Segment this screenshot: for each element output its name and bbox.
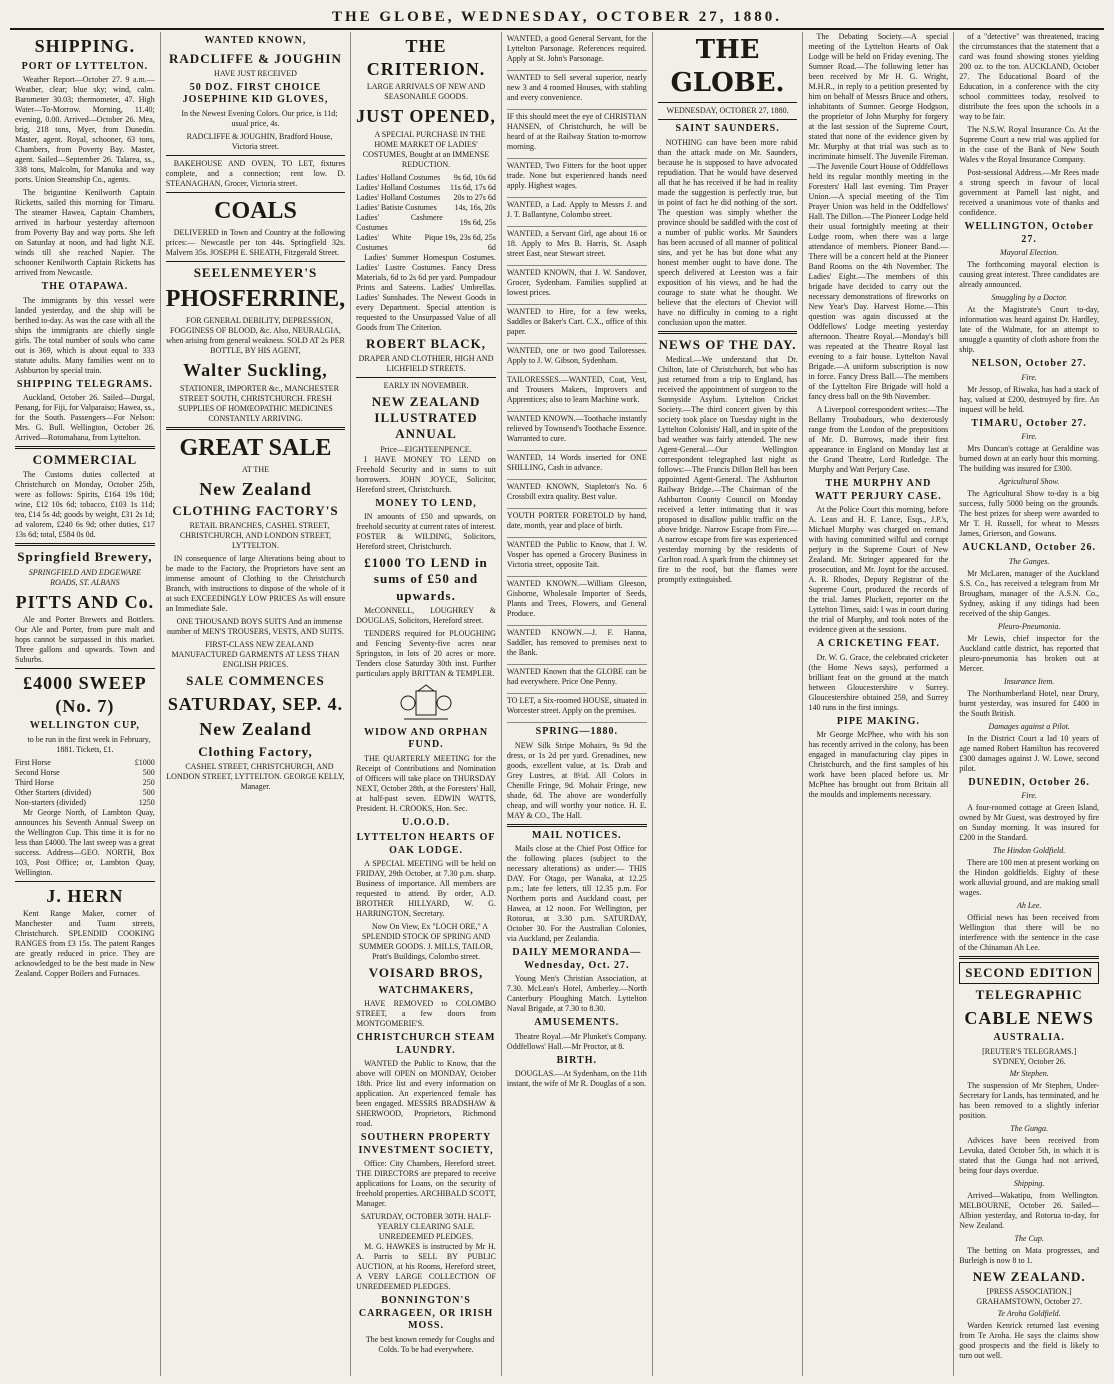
suckling-heading: Walter Suckling, xyxy=(183,360,328,380)
money-text: IN amounts of £50 and upwards, on freehold security at current rates of interest. FOSTER & WILDING, Solicitors, Hereford street, Christchurch. xyxy=(356,512,496,551)
sweep-heading: £4000 SWEEP (No. 7) xyxy=(23,673,147,716)
table-row: Other Starters (divided) 500 xyxy=(15,787,155,797)
shipping2-heading: Shipping. xyxy=(1013,1178,1045,1188)
lee-text: Official news has been received from Wellington that there will be no interference with the sentence in the case of the Chinaman Ah Lee. xyxy=(959,913,1100,952)
branches-text: RETAIL BRANCHES, CASHEL STREET, CHRISTCHURCH, AND LONDON STREET, LYTTELTON. xyxy=(179,521,332,551)
uood-heading: U.O.O.D. xyxy=(402,816,451,828)
factory-text: CASHEL STREET, CHRISTCHURCH, AND LONDON STREET, LYTTELTON. GEORGE KELLY, Manager. xyxy=(166,761,345,791)
classified-ad: WANTED KNOWN.—Toothache instantly relieved by Townsend's Toothache Essence. Warranted to cure. xyxy=(507,412,647,451)
reuter-text: [REUTER'S TELEGRAMS.] xyxy=(982,1046,1077,1056)
sale-date-heading: SATURDAY, SEP. 4. xyxy=(167,693,344,714)
view-text: Now On View, Ex "LOCH ORE," A SPLENDID STOCK OF SPRING AND SUMMER GOODS. J. MILLS, TAILOR, Pratt's Buildings, Colombo street. xyxy=(359,922,493,962)
hawkes-text: M. G. HAWKES is instructed by Mr H. A. Parris to SELL BY PUBLIC AUCTION, at his Rooms, Hereford street, A VERY LARGE COLLECTION OF UNREDEEMED PLEDGES. xyxy=(356,1242,496,1291)
shipping-heading: SHIPPING. xyxy=(34,36,136,56)
column-4 xyxy=(502,32,653,1376)
port-heading: PORT OF LYTTELTON. xyxy=(21,60,149,72)
pipe-heading: PIPE MAKING. xyxy=(836,715,920,727)
hindon-heading: The Hindon Goldfield. xyxy=(993,846,1066,855)
memo-text: Young Men's Christian Association, at 7.30. McLean's Hotel, Amberley.—North Canterbury Ploughing Match. Lyttelton Naval Brigade, at 7.30 to 8.30. xyxy=(506,974,647,1013)
bonnington-heading: BONNINGTON'S CARRAGEEN, OR IRISH MOSS. xyxy=(358,1295,494,1331)
suckling-text: STATIONER, IMPORTER &c., MANCHESTER STREET SOUTH, CHRISTCHURCH. FRESH SUPPLIES OF HOMŒOPATHIC MEDICINES CONSTANTLY ARRIVING. xyxy=(178,383,339,423)
stephen-heading: Mr Stephen. xyxy=(1009,1068,1049,1078)
classified-ad: WANTED, a Servant Girl, age about 16 or 18. Apply to Mrs B. Harris, St. Asaph street East, near Stewart street. xyxy=(507,227,647,266)
classified-ad: YOUTH PORTER FORETOLD by hand, date, month, year and place of birth. xyxy=(507,509,647,538)
mayoral-heading: Mayoral Election. xyxy=(1000,248,1059,257)
amusements-heading: AMUSEMENTS. xyxy=(534,1017,620,1028)
timaru-heading: TIMARU, October 27. xyxy=(971,417,1087,429)
divider xyxy=(15,543,155,546)
sweep-text: to be run in the first week in February, 1881. Tickets, £1. xyxy=(27,734,151,754)
murphy-text: At the Police Court this morning, before A. Lean and H. F. Lance, Esqs., J.P.'s, Michael Murphy was charged on remand with having committed wilful and corrupt perjury in the Supreme Court of New Zealand. Mr. Stringer appeared for the prosecution, and Mr. Joynt for the accused. A. R. Rhodes, Deputy Registrar of the Supreme Court, produced the records of the trial. James Pluckett, reporter on the Lyttelton Times, said: I was in court during the trial of Murphy, and took notes of the evidence given at the sessions. xyxy=(808,505,949,634)
commercial-heading: COMMERCIAL xyxy=(32,452,138,467)
steam-heading: CHRISTCHURCH STEAM LAUNDRY. xyxy=(356,1032,496,1056)
lodge-text: A SPECIAL MEETING will be held on FRIDAY, 29th October, at 7.30 p.m. sharp. Business of importance. All members are requested to attend. By order, A.D. BROTHER HILLYARD, W. G. HARRINGTON, Secretary. xyxy=(356,859,496,919)
radcliffe-heading: RADCLIFFE & JOUGHIN xyxy=(169,50,342,66)
insurance-heading: Insurance Item. xyxy=(1004,676,1055,686)
agri-heading: Agricultural Show. xyxy=(999,477,1060,486)
second-edition-heading: SECOND EDITION xyxy=(959,962,1099,984)
ganges-text: Mr McLaren, manager of the Auckland S.S. Co., has received a telegram from Mr Brougham, manager of the A.S.N. Co., Sydney, asking if any tidings had been received of the ship Ganges. xyxy=(959,568,1100,618)
new-zealand-heading: New Zealand xyxy=(199,478,312,499)
insurance-text: The Northumberland Hotel, near Drury, burnt yesterday, was insured for £400 in the South British. xyxy=(959,688,1100,718)
amusements-text: Theatre Royal.—Mr Plunket's Company. Oddfellows' Hall.—Mr Proctor, at 8. xyxy=(506,1031,647,1051)
murphy-heading: THE MURPHY AND WATT PERJURY CASE. xyxy=(815,478,942,502)
divider xyxy=(166,427,345,430)
hindon-text: There are 100 men at present working on the Hindon goldfields. Eighty of these work alluvial ground, and are making small wages. xyxy=(959,858,1100,897)
bakehouse-ad: BAKEHOUSE AND OVEN, TO LET, fixtures complete, and a connection; rent low. D. STEANAGHAN, Grocer, Victoria street. xyxy=(165,158,346,188)
shipping-telegrams-text: Auckland, October 26. Sailed—Durgal, Penang, for Fiji, for Valparaiso; Hawea, ss., for the South. Passengers—For Nelson: Mrs. G. Bull. Wellington, October 26. Arrived—Rotomahana, from Lyttelton. xyxy=(15,393,155,442)
special-purchase: A SPECIAL PURCHASE IN THE HOME MARKET OF LADIES' COSTUMES, Bought at an IMMENSE REDUCTION. xyxy=(362,129,490,169)
sale-text: IN consequence of large Alterations being about to be made to the Factory, the Proprietors have sent an immense amount of Clothing to the Christchurch Branch, with instructions to dispose of the whole of it at such EXCEEDINGLY LOW PRICES As will ensure an Immediate Sale. xyxy=(165,554,346,614)
table-row: Ladies' Batiste Costumes 14s, 16s, 20s xyxy=(356,202,496,212)
garments-text: FIRST-CLASS NEW ZEALAND MANUFACTURED GARMENTS AT LESS THAN ENGLISH PRICES. xyxy=(171,640,340,670)
fire2-text: Mrs Duncan's cottage at Geraldine was burned down at an early hour this morning. The building was insured for £300. xyxy=(959,444,1100,473)
classified-ad: WANTED KNOWN.—William Gleeson, Gisborne, Wholesale Importer of Seeds, Plants and Trees, Flowers, and General Produce. xyxy=(507,577,647,626)
divider xyxy=(166,261,345,262)
sale-sub: AT THE xyxy=(241,464,269,474)
cup-text: The betting on Mata progresses, and Burleigh is now 8 to 1. xyxy=(959,1245,1100,1265)
column-1 xyxy=(10,32,161,1376)
lend-text: McCONNELL, LOUGHREY & DOUGLAS, Solicitors, Hereford street. xyxy=(356,605,496,625)
table-row: Second Horse 500 xyxy=(15,767,155,777)
dunedin-heading: DUNEDIN, October 26. xyxy=(968,776,1090,788)
saunders-article: NOTHING can have been more rabid than the attack made on Mr. Saunders, because he is supposed to have advocated repudiation. That he would have deserved all that he has received if he had in reality made the suggestion is perfectly true, but in point of fact he did nothing of the sort. The question was simply whether the province should be saddled with the cost of a number of public works. Mr Saunders has been accused of all manner of political sins, and yet he has but done what any honest member ought to have done. The speech delivered at Leeston was a fair exposition of his views, and he had the courage to state what he thought. We believe that the electors of Cheviot will have no difficulty in coming to a right conclusion upon the matter. xyxy=(657,137,798,327)
nsw-text: The N.S.W. Royal Insurance Co. At the Supreme Court a new trial was applied for in the case of the Bank of New South Wales v the Royal Insurance Company. xyxy=(959,125,1100,164)
criterion-heading: THE CRITERION. xyxy=(366,36,486,79)
birth-heading: BIRTH. xyxy=(556,1054,597,1066)
telegraphic-heading: TELEGRAPHIC xyxy=(975,987,1083,1003)
press-text: [PRESS ASSOCIATION.] GRAHAMSTOWN, October 27. xyxy=(976,1286,1082,1306)
fire3-text: A four-roomed cottage at Green Island, owned by Mr Guest, was destroyed by fire on Sunday morning. It was insured for £200 in the Standard. xyxy=(959,803,1100,842)
gunga-text: Advices have been received from Levuka, dated October 5th, in which it is stated that the Gunga had not arrived, being four days overdue. xyxy=(959,1135,1100,1175)
early-text: EARLY IN NOVEMBER. xyxy=(383,380,469,390)
coat-of-arms-icon xyxy=(396,683,456,723)
arohi-heading: Te Aroha Goldfield. xyxy=(997,1308,1061,1318)
black-text: DRAPER AND CLOTHIER, HIGH AND LICHFIELD STREETS. xyxy=(358,353,494,373)
great-sale-heading: GREAT SALE xyxy=(179,434,332,461)
saunders-heading: SAINT SAUNDERS. xyxy=(675,123,780,134)
saturday-text: SATURDAY, OCTOBER 30TH. HALF-YEARLY CLEARING SALE. UNREDEEMED PLEDGES. xyxy=(360,1212,492,1241)
divider xyxy=(15,668,155,669)
sydney-heading: SYDNEY, October 26. xyxy=(992,1056,1066,1066)
divider xyxy=(507,824,647,827)
black-heading: ROBERT BLACK, xyxy=(366,335,486,351)
birth-text: DOUGLAS.—At Sydenham, on the 11th instant, the wife of Mr R. Douglas of a son. xyxy=(506,1069,647,1088)
brewery-heading: Springfield Brewery, xyxy=(17,549,153,565)
shipping2-text: Arrived—Wakatipu, from Wellington. MELBOURNE, October 26. Sailed—Albion yesterday, and Rotorua to-day, for New Zealand. xyxy=(959,1190,1100,1230)
classified-ad: WANTED KNOWN, Stapleton's No. 6 Crossbill extra quality. Best value. xyxy=(507,480,647,509)
watchmakers-heading: WATCHMAKERS, xyxy=(378,984,474,996)
sale-commences-heading: SALE COMMENCES xyxy=(186,673,325,689)
damage-heading: Damages against a Pilot. xyxy=(988,721,1070,731)
classified-ad: WANTED to Hire, for a few weeks, Saddles or Baker's Cart. C.X., office of this paper. xyxy=(507,305,647,344)
smuggling-heading: Smuggling by a Doctor. xyxy=(991,293,1067,302)
arohi-text: Warden Kenrick returned last evening from Te Aroha. He says the claims show good prospects and the field is likely to turn out well. xyxy=(959,1320,1100,1360)
stephen-text: The suspension of Mr Stephen, Under-Secretary for Lands, has terminated, and he has been removed to a slightly inferior position. xyxy=(959,1080,1100,1120)
cable-news-heading: CABLE NEWS xyxy=(964,1007,1094,1028)
memo-heading: DAILY MEMORANDA—Wednesday, Oct. 27. xyxy=(512,947,642,971)
bonnington-text: The best known remedy for Coughs and Colds. To be had everywhere. xyxy=(365,1334,495,1354)
table-row: First Horse £1000 xyxy=(15,757,155,767)
cricket-text: Dr. W. G. Grace, the celebrated cricketer (the Home News says), performed a brilliant feat on the ground at the match between Gloucestershire v Surrey. Gloucestershire obtained 259, and Surrey 140 runs in the first innings. xyxy=(808,652,949,712)
phosferrine-heading: PHOSFERRINE, xyxy=(165,286,346,312)
ganges-heading: The Ganges. xyxy=(1008,556,1050,566)
divider xyxy=(959,956,1099,959)
divider xyxy=(15,881,155,882)
clothing-factory-heading-2: Clothing Factory, xyxy=(198,743,313,759)
money-heading: MONEY TO LEND, xyxy=(375,497,477,509)
suits-text: ONE THOUSAND BOYS SUITS And an immense number of MEN'S TROUSERS, VESTS, AND SUITS. xyxy=(166,617,344,637)
classified-ad: WANTED, 14 Words inserted for ONE SHILLING, Cash in advance. xyxy=(507,451,647,480)
sweep-details: Mr George North, of Lambton Quay, announces his Seventh Annual Sweep on the Wellington Cup. This time it is for no less than £4000. The last sweep was a great success. Address—GEO. NORTH, Box 103, Post Office; or, Lambton Quay, Wellington. xyxy=(15,807,155,877)
seelenmeyer-heading: SEELENMEYER'S xyxy=(193,264,318,280)
nz-heading: NEW ZEALAND. xyxy=(972,1268,1086,1284)
commercial-text: The Customs duties collected at Christchurch on Monday, October 25th, were as follows: Spirits, £164 19s 10d; wine, £12 10s 6d; tobacco, £103 1s 11d; tea, £14 5s 4d; goods by weight, £31 2s 1d; ad valorem, £240 6s 9d; other duties, £17 13s 6d; total, £584 0s 0d. xyxy=(15,470,155,540)
postoffice-text: Post-sessional Address.—Mr Rees made a strong speech in favour of local government at Parnell last night, and received a unanimous vote of thanks and confidence. xyxy=(959,168,1100,217)
fire3-heading: Fire. xyxy=(1021,791,1037,800)
classified-ad: TAILORESSES.—WANTED, Coat, Vest, and Trousers Makers, Improvers and Apprentices; also to learn Machine work. xyxy=(507,373,647,412)
lee-heading: Ah Lee. xyxy=(1016,901,1042,910)
new-zealand-heading-2: New Zealand xyxy=(199,719,312,739)
wanted-known-heading: WANTED KNOWN, xyxy=(204,35,307,46)
gunga-heading: The Gunga. xyxy=(1010,1123,1049,1133)
brewery-subheading: SPRINGFIELD AND EDGEWARE ROADS, ST. ALBANS xyxy=(28,567,141,587)
just-opened-heading: JUST OPENED, xyxy=(356,106,496,126)
cup-heading: The Cup. xyxy=(1014,1233,1044,1243)
column-3 xyxy=(351,32,502,1376)
cricket-heading: A CRICKETING FEAT. xyxy=(816,638,940,649)
annual-price: Price—EIGHTEENPENCE. xyxy=(380,444,472,454)
classified-ad: WANTED, Two Fitters for the boot upper trade. None but experienced hands need apply. Highest wages. xyxy=(507,159,647,198)
fire-heading: Fire. xyxy=(1021,372,1037,382)
classified-ad: WANTED, one or two good Tailoresses. Apply to J. W. Gibson, Sydenham. xyxy=(507,344,647,373)
table-row: Ladies' Holland Costumes 20s to 27s 6d xyxy=(356,192,496,202)
criterion-sub: LARGE ARRIVALS OF NEW AND SEASONABLE GOODS. xyxy=(366,82,486,101)
shipping-telegrams-heading: SHIPPING TELEGRAMS. xyxy=(16,378,153,390)
voisard-heading: VOISARD BROS, xyxy=(368,965,484,981)
smuggling-text: At the Magistrate's Court to-day, information was heard against Dr. Hardley, late of the Walmate, for an attempt to smuggle a quantity of cloth ashore from the ship. xyxy=(959,305,1100,354)
gloves-text: In the Newest Evening Colors. Our price, is 11d; usual price, 4s. xyxy=(181,108,338,128)
annual-heading: NEW ZEALAND ILLUSTRATED ANNUAL xyxy=(371,393,481,442)
southern-text: Office: City Chambers, Hereford street. THE DIRECTORS are prepared to receive applications for Loans, on the security of freehold properties. ARCHIBALD SCOTT, Manager. xyxy=(356,1159,496,1208)
phosferrine-text: FOR GENERAL DEBILITY, DEPRESSION, FOGGINESS OF BLOOD, &c. Also, NEURALGIA, when arising from general weakness. SOLD AT 2s PER BOTTLE, BY HIS AGENT, xyxy=(166,316,345,355)
masthead-title: THE GLOBE, WEDNESDAY, OCTOBER 27, 1880. xyxy=(331,9,782,25)
spring-heading: SPRING—1880. xyxy=(535,726,618,737)
classified-ad: WANTED KNOWN.—J. F. Hanna, Saddler, has removed to premises next to the Bank. xyxy=(507,626,647,665)
pitts-text: Ale and Porter Brewers and Bottlers. Our Ale and Porter, from pure malt and hops cannot be surpassed in this market. Three gallons and upwards. Town and Suburbs. xyxy=(15,615,155,664)
widow-text: THE QUARTERLY MEETING for the Receipt of Contributions and Nomination of Officers will take place on THURSDAY NEXT, October 28th, at the Foresters' Hall, at half-past seven. EDWIN WATTS, President. H. CROOKS, Hon. Sec. xyxy=(356,753,496,813)
pleuro-heading: Pleuro-Pneumonia. xyxy=(997,621,1061,631)
classified-ad: TO LET, a Six-roomed HOUSE, situated in Worcester street. Apply on the premises. xyxy=(507,694,647,723)
fire-text: Mr Jessop, of Riwaka, has had a stack of hay, valued at £200, destroyed by fire. An inquest will be held. xyxy=(959,384,1100,414)
divider xyxy=(658,331,798,334)
column-6 xyxy=(803,32,954,1376)
wellington-heading: WELLINGTON, October 27. xyxy=(964,221,1094,245)
table-row: Ladies' Holland Costumes 9s 6d, 10s 6d xyxy=(356,172,496,182)
joyce-ad: I HAVE MONEY TO LEND on Freehold Security and in sums to suit borrowers. JOHN JOYCE, Solicitor, Hereford street, Christchurch. xyxy=(356,454,496,494)
australia-heading: AUSTRALIA. xyxy=(993,1032,1065,1043)
table-row: Ladies' Holland Costumes 11s 6d, 17s 6d xyxy=(356,182,496,192)
classified-ad: WANTED to Sell several superior, nearly new 3 and 4 roomed Houses, with stabling and every convenience. xyxy=(507,71,647,110)
fire2-heading: Fire. xyxy=(1021,432,1037,441)
coals-text: DELIVERED in Town and Country at the following prices:— Newcastle per ton 44s. Springfield 32s. Malvern 35s. JOSEPH E. SHEATH, Fitzgerald Street. xyxy=(165,227,346,257)
classified-ad: WANTED, a good General Servant, for the Lyttelton Parsonage. References required. Apply at St. John's Parsonage. xyxy=(507,32,647,71)
voisard-text: HAVE REMOVED to COLOMBO STREET, a few doors from MONTGOMERIE'S. xyxy=(356,999,496,1028)
widow-heading: WIDOW AND ORPHAN FUND. xyxy=(363,726,489,751)
column-7 xyxy=(954,32,1104,1376)
hern-text: Kent Range Maker, corner of Manchester and Tuam streets, Christchurch. SPLENDID COOKING RANGES from £3 15s. The patent Ranges are greatly reduced in price. They are acknowledged to be the best made in New Zealand. Copper Boilers and Furnaces. xyxy=(15,909,155,978)
shipping-notes: The brigantine Kenilworth Captain Ricketts, sailed this morning for Timaru. The steamer Hawea, Captain Chambers, arrived in harbour yesterday afternoon from Poverty Bay and way ports. She left on Saturday at noon, and had light N.E. winds till she reached Napier. The schooner Kenilworth Captain Ricketts has arrived from Newcastle. xyxy=(15,188,155,277)
columns xyxy=(10,32,1104,1376)
otapawa-text: The immigrants by this vessel were landed yesterday, and the ship will be berthed to-day. As was the case with all the ships the immigrants are chiefly single girls. The total number of souls who came out is 369, which is about equal to 333 statute adults. Many families went on to Ashburton by special train. xyxy=(15,295,155,375)
tenders-text: TENDERS required for PLOUGHING and Fencing Seventy-five acres near Springston, in lots of 20 acres or more. Tenders close Saturday 30th inst. Further particulars apply BRITTAN & TEMPLER. xyxy=(356,628,496,678)
hern-heading: J. HERN xyxy=(46,885,124,906)
col7-text: of a "detective" was threatened, tracing the circumstances that the statement that a card was found showing stones yielding 200 oz. to the ton. AUCKLAND, October 27. The Educational Board of the Education, in a conference with the city school committees today, resolved to distribute the fees upon the schools in a way to be fair. xyxy=(959,32,1100,121)
classified-ad: WANTED the Public to Know, that J. W. Vosper has opened a Grocery Business in Victoria street, opposite Tait. xyxy=(507,538,647,577)
pipe-text: Mr George McPhee, who with his son has recently arrived in the colony, has been engaged in manufacturing clay pipes in Christchurch, and the first samples of his work have been placed before us. Mr McPhee has brought out from Britain all the moulds and implements necessary. xyxy=(808,730,949,799)
spring-text: NEW Silk Stripe Mohairs, 9s 9d the dress, or 1s 2d per yard. Grenadines, new goods, excellent value, at 1s. Drab and Grey Lustres, at 8½d. All Colors in Chenille Fringe, 9d. Mohair Fringe, new shade, 6d. The above are wonderfully cheap, and will worthy your notice. H. E. MAY & CO., The Hall. xyxy=(506,740,647,820)
coals-heading: COALS xyxy=(214,197,297,224)
sweep-subheading: WELLINGTON CUP, xyxy=(29,720,140,731)
news-continued: The Debating Society.—A special meeting of the Lyttelton Hearts of Oak Lodge will be held on Friday evening. The Sumner Road.—The following letter has been received by Mr H. G. Wright, M.H.R., in reply to a petition presented by him on behalf of Messrs Bruce and others, inhabitants of Sumner. George Hodgson, the proprietor of John Murphy for forgery at the last session of the Supreme Court, stated that none of the evidence given by Mr. Murphy at that trial was such as to incriminate himself. The Juvenile Fireman.—The Juvenile Court House of Oddfellows held its regular monthly meeting in the Foresters' Hall last evening. Tim Prayer Union.—A special meeting of the Tim Prayer Union was held in the Oddfellows' Hall. The Dillon.—The Pioneer Lodge held their usual fortnightly meeting at their Lodge room, when there was a large attendance of members. Pioneer Band.—There will be a concert held at the Pioneer Band Rooms on the 4th November. The Ladies' Eight.—The members of this brigade have decided to carry out the necessary demonstrations of fireworks on New Year's Day. Harvest Home.—This question was again discussed at the Oddfellows' Lodge meeting yesterday afternoon. Theatre Royal.—Monday's bill was repeated at the Theatre Royal last evening to a fair house. Lyttelton Naval Brigade.—A uniform subscription is now in force. Fancy Dress Ball.—The members of the Lyttelton Fire Brigade will hold a fancy dress ball on the 9th November. xyxy=(808,32,949,401)
sweep-prize-table xyxy=(15,758,155,808)
divider xyxy=(166,192,345,193)
divider xyxy=(658,102,798,103)
table-row: Non-starters (divided) 1250 xyxy=(15,797,155,807)
costume-price-table xyxy=(356,173,496,253)
mail-text: Mails close at the Chief Post Office for the following places (subject to the necessary alterations) as under:— THIS DAY. For Otago, per Wanaka, at 12.25 p.m.; late fee letters, till 12.35 p.m. For Northern ports and Auckland coast, per Hawea, at 12 noon. For Wellington, per Rotorua, at 3.30 p.m. SATURDAY, October 30. For the Australian Colonies, via Auckland, per Zealandia. xyxy=(506,844,647,943)
classified-ad: WANTED KNOWN, that J. W. Sandover, Grocer, Sydenham. Families supplied at lowest prices. xyxy=(507,266,647,305)
classified-ad: IF this should meet the eye of CHRISTIAN HANSEN, of Christchurch, he will be heard of at the Railway Station to-morrow morning. xyxy=(507,110,647,159)
clothing-factory-heading: CLOTHING FACTORY'S xyxy=(172,503,339,518)
divider xyxy=(15,446,155,449)
damage-text: In the District Court a lad 10 years of age named Robert Hamilton has recovered £300 damages against J. W. Lowe, second pilot. xyxy=(959,733,1100,773)
divider xyxy=(166,155,345,156)
divider xyxy=(356,377,496,378)
mayoral-text: The forthcoming mayoral election is causing great interest. Three candidates are already announced. xyxy=(959,260,1100,289)
radcliffe-text: HAVE JUST RECEIVED xyxy=(214,68,297,78)
news-heading: NEWS OF THE DAY. xyxy=(658,336,797,352)
radcliffe-address: RADCLIFFE & JOUGHIN, Bradford House, Victoria street. xyxy=(186,131,333,151)
nelson-heading: NELSON, October 27. xyxy=(971,358,1087,369)
criterion-text: Ladies' Summer Homespun Costumes. Ladies' Lustre Costumes. Fancy Dress Materials, 6d to 2s 6d per yard. Pompadour Prints and Sateens. Ladies' Umbrellas. Ladies' Sunshades. The Newest Goods in every Department. Special attention is requested to the Unsurpassed Value of all Goods from The Criterion. xyxy=(356,252,496,332)
masthead xyxy=(10,4,1104,30)
lend-heading: £1000 TO LEND in sums of £50 and upwards. xyxy=(364,555,488,603)
pitts-heading: PITTS AND Co. xyxy=(15,591,155,612)
steam-text: WANTED the Public to Know, that the above will OPEN on MONDAY, October 18th. Price list and every information on application. An experienced female has been engaged. MESSRS BRADSHAW & SHERWOOD, Proprietors, Richmond road. xyxy=(356,1059,496,1128)
agri-text: The Agricultural Show to-day is a big success, fully 5000 being on the grounds. The best prizes for sheep were awarded to Mr T. H. Russell, for wheat to Messrs James, Grierson, and Gowans. xyxy=(959,489,1100,538)
mail-heading: MAIL NOTICES. xyxy=(531,829,622,841)
liverpool-text: A Liverpool correspondent writes:—The Bellamy Troubadours, who dexterously range from the London of the prepositions of Mr. D. Burrows, made their first appearance in England on Monday last at the Grand Theatre, Lord Rutledge. The Murphy and Watt Perjury Case. xyxy=(808,405,949,474)
classified-ad: WANTED, a Lad. Apply to Messrs J. and J. T. Ballantyne, Colombo street. xyxy=(507,198,647,227)
auckland-heading: AUCKLAND, October 26. xyxy=(962,542,1096,553)
globe-date: WEDNESDAY, OCTOBER 27, 1880. xyxy=(666,106,789,115)
column-5 xyxy=(653,32,804,1376)
shipping-report: Weather Report—October 27. 9 a.m.—Weather, clear; blue sky; wind, calm. Barometer 30.03; thermometer, 47. High Water—To-Morrow. Morning, 11.40; evening, 0.00. Arrived—October 26. Mea, brig, 218 tons, Myer, from Dunedin. Master, agent. Royal, schooner, 63 tons, Chambers, from Poverty Bay. Master, agent. Sailed—September 26. Talarea, ss., 338 tons, Malcolm, for Manuka and way ports. Union Steamship Co., agents. xyxy=(15,75,155,184)
classified-ad: WANTED Known that the GLOBE can be had everywhere. Price One Penny. xyxy=(507,665,647,694)
otapawa-heading: THE OTAPAWA. xyxy=(41,281,129,292)
southern-heading: SOUTHERN PROPERTY INVESTMENT SOCIETY, xyxy=(358,1132,494,1156)
gloves-heading: 50 DOZ. FIRST CHOICE JOSEPHINE KID GLOVES, xyxy=(182,81,329,106)
table-row: Ladies' Cashmere Costumes 19s 6d, 25s xyxy=(356,212,496,232)
column-2 xyxy=(161,32,351,1376)
globe-title: THE GLOBE. xyxy=(670,35,785,98)
table-row: Third Horse 250 xyxy=(15,777,155,787)
table-row: Ladies' White Pique Costumes 19s, 23s 6d, 25s 6d xyxy=(356,232,496,252)
news-article: Medical.—We understand that Dr. Chilton, late of Christchurch, but who has just returned from a trip to England, has received the appointment of surgeon to the Sunnyside Asylum. Lyttelton Cricket Society.—The third concert given by this society took place on Tuesday night in the Lyttelton Colonists' Hall, and in spite of the bad weather was fairly attended. The new Agent-General.—Our Wellington correspondent telegraphed last night as follows:—The Francis Dillon Bell has been appointed Agent-General. The Ashburton Railway Bridge.—The Chairman of the Ashburton County Council on Monday received a letter intimating that it was proposed to disallow public traffic on the above bridge. Narrow Escape from Fire.—A narrow escape from fire was experienced yesterday morning by the residents of Carlton road. A spark from the chimney set fire to the roof, but the flames were promptly extinguished. xyxy=(657,354,798,584)
divider xyxy=(658,119,798,120)
pleuro-text: Mr Lewis, chief inspector for the Auckland cattle district, has reported that pleuro-pneumonia has broken out at Mercer. xyxy=(959,633,1100,673)
lodge-heading: LYTTELTON HEARTS OF OAK LODGE. xyxy=(356,832,496,856)
